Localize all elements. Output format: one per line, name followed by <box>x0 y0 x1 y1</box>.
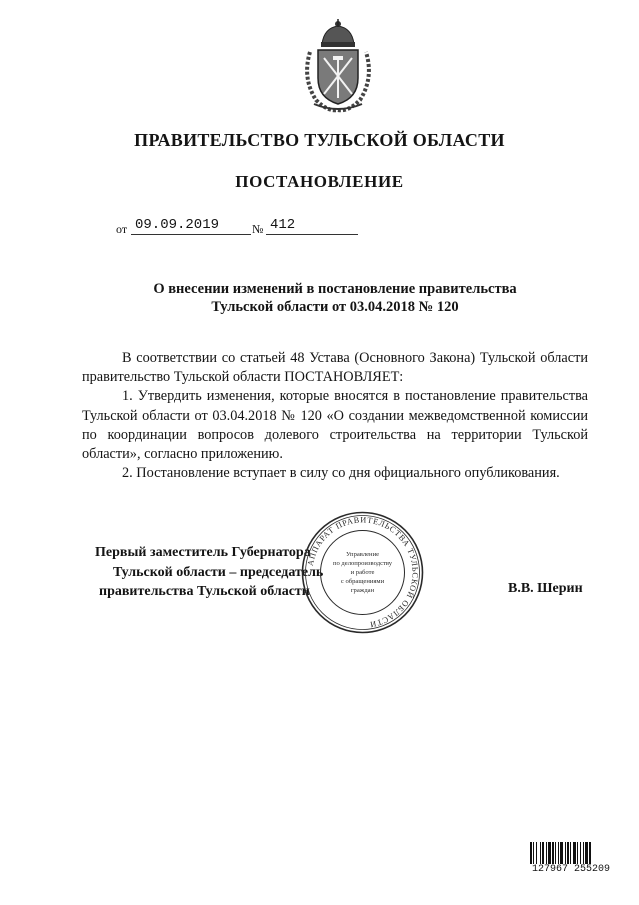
barcode-bar <box>585 842 588 866</box>
barcode-number: 127967 255209 <box>529 864 613 876</box>
seal-inner-line: и работе <box>350 569 375 576</box>
document-type: ПОСТАНОВЛЕНИЕ <box>235 172 404 191</box>
document-subject <box>100 280 570 316</box>
document-body <box>82 349 588 483</box>
body-paragraph-item-1: 1. Утвердить изменения, которые вносятся в постановление правительства Тульской области от 03.04.2018 № 120 «О создании межведомственной комиссии по координации вопросов долевого строительства на территории Тульской области», согласно приложению. <box>82 388 588 463</box>
barcode-bar <box>589 842 591 866</box>
date-label: от <box>116 222 128 236</box>
barcode-bar <box>555 842 556 866</box>
barcode-bar <box>552 842 554 866</box>
seal-inner-line: с обращениями <box>340 578 385 585</box>
office-seal-stamp <box>300 510 425 635</box>
signatory-position <box>95 543 323 602</box>
barcode-bar <box>558 842 559 866</box>
registration-line <box>0 214 639 238</box>
barcode-bar <box>546 842 547 866</box>
barcode-bar <box>530 842 532 866</box>
seal-inner-line: по делопроизводству <box>332 560 393 567</box>
barcode-bar <box>542 842 544 866</box>
barcode-bar <box>560 842 563 866</box>
seal-inner-line: граждан <box>350 587 375 594</box>
barcode-bar <box>565 842 566 866</box>
barcode-bar <box>548 842 551 866</box>
seal-outer-text: АППАРАТ ПРАВИТЕЛЬСТВА ТУЛЬСКОЙ ОБЛАСТИ <box>305 515 420 630</box>
barcode-bar <box>536 842 537 866</box>
number-label: № <box>252 222 264 236</box>
barcode-bar <box>573 842 576 866</box>
signatory-name: В.В. Шерин <box>508 581 583 596</box>
barcode-bar <box>580 842 581 866</box>
signatory-position-line-3: правительства Тульской области <box>99 584 310 599</box>
barcode-bar <box>540 842 541 866</box>
barcode-bar <box>567 842 569 866</box>
number-value: 412 <box>266 216 358 235</box>
seal-inner-line: Управление <box>345 551 380 558</box>
date-value: 09.09.2019 <box>131 216 251 235</box>
barcode-bar <box>570 842 571 866</box>
body-paragraph-preamble: В соответствии со статьей 48 Устава (Основного Закона) Тульской области правительство Тульской области ПОСТАНОВЛЯЕТ: <box>82 350 588 386</box>
subject-line-2: Тульской области от 03.04.2018 № 120 <box>211 299 459 315</box>
government-title: ПРАВИТЕЛЬСТВО ТУЛЬСКОЙ ОБЛАСТИ <box>134 130 505 150</box>
barcode-bar <box>533 842 534 866</box>
barcode-bar <box>577 842 578 866</box>
barcode-bar <box>583 842 584 866</box>
coat-of-arms-icon <box>300 18 376 114</box>
subject-line-1: О внесении изменений в постановление правительства <box>153 281 517 297</box>
signatory-position-line-1: Первый заместитель Губернатора <box>95 545 311 560</box>
signatory-position-line-2: Тульской области – председатель <box>113 564 324 580</box>
body-paragraph-item-2: 2. Постановление вступает в силу со дня официального опубликования. <box>122 465 560 482</box>
